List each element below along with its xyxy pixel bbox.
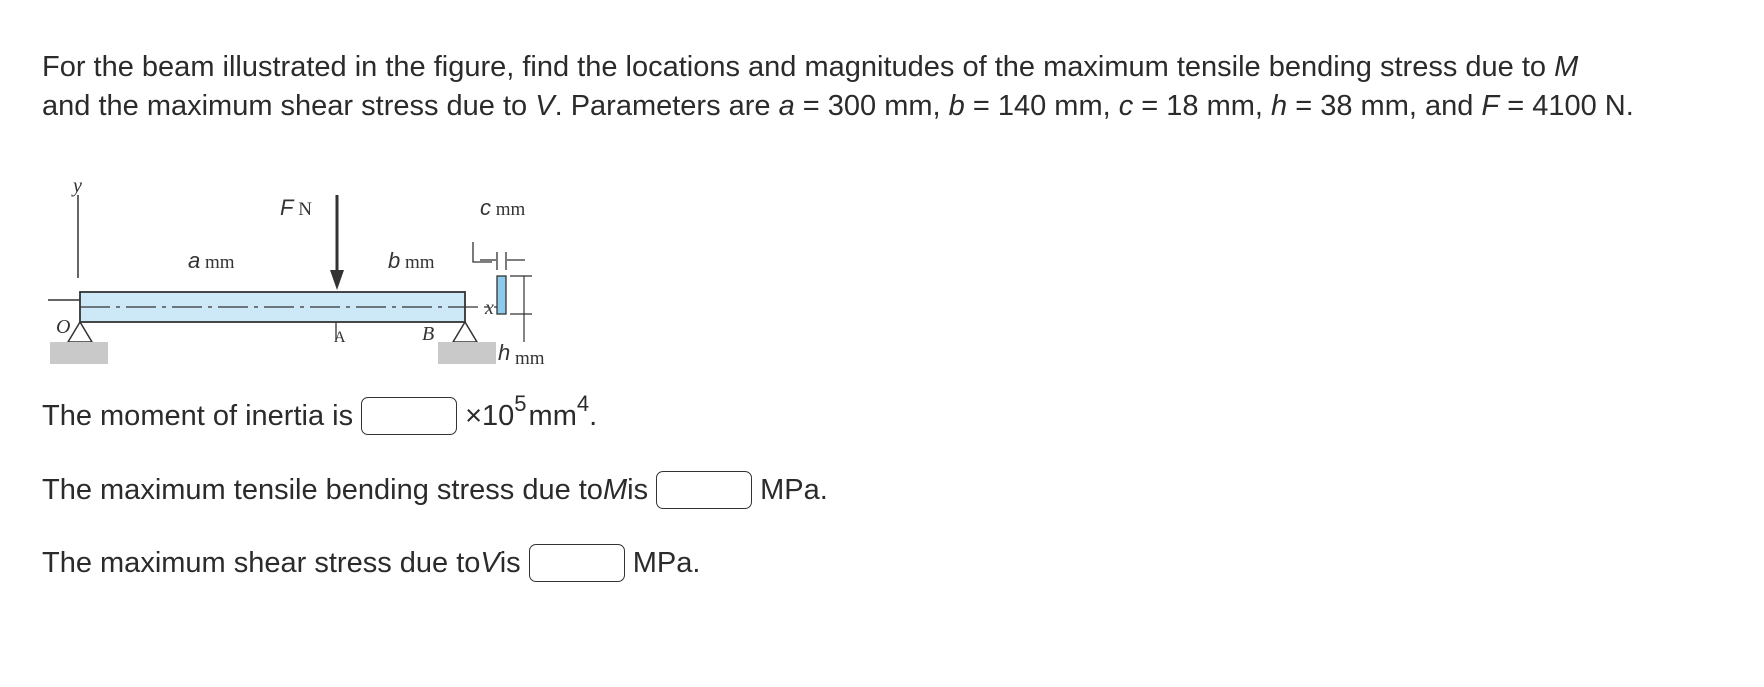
q1-text: The moment of inertia is bbox=[42, 400, 354, 432]
max-shear-stress-input[interactable] bbox=[529, 544, 625, 582]
left-ground bbox=[50, 342, 108, 364]
q3-is: is bbox=[499, 547, 521, 579]
c-dimension-label: c mm bbox=[480, 195, 526, 220]
q3-unit: MPa. bbox=[632, 547, 701, 579]
q1-unit-exponent: 4 bbox=[576, 391, 590, 416]
var-a: a bbox=[778, 90, 795, 122]
origin-label: O bbox=[56, 316, 71, 338]
q2-var-M: M bbox=[602, 474, 628, 506]
b-dimension-label: b mm bbox=[388, 248, 435, 273]
question-max-tensile-stress bbox=[42, 471, 828, 509]
beam-figure bbox=[40, 180, 600, 400]
q1-multiplier: ×10 bbox=[465, 400, 515, 432]
right-pin-support bbox=[453, 322, 477, 342]
section-bracket bbox=[473, 242, 492, 262]
q3-text: The maximum shear stress due to bbox=[42, 547, 481, 579]
h-dimension-label: h mm bbox=[498, 340, 545, 369]
beam-diagram bbox=[40, 180, 600, 400]
moment-of-inertia-input[interactable] bbox=[361, 397, 457, 435]
var-b: b bbox=[948, 90, 965, 122]
point-B-label: B bbox=[422, 323, 435, 345]
max-tensile-stress-input[interactable] bbox=[656, 471, 752, 509]
left-pin-support bbox=[68, 322, 92, 342]
problem-text: . Parameters are bbox=[554, 90, 779, 122]
cross-section-rect bbox=[497, 276, 506, 314]
param-c-value: = 18 mm, bbox=[1133, 90, 1272, 122]
q2-text: The maximum tensile bending stress due to bbox=[42, 474, 603, 506]
question-max-shear-stress bbox=[42, 544, 700, 582]
y-axis-label: y bbox=[73, 180, 82, 197]
param-a-value: = 300 mm, bbox=[794, 90, 949, 122]
q3-var-V: V bbox=[480, 547, 500, 579]
q1-exponent: 5 bbox=[514, 391, 527, 416]
q2-unit: MPa. bbox=[760, 474, 828, 506]
force-arrow-head bbox=[330, 270, 344, 290]
var-F: F bbox=[1481, 90, 1500, 122]
var-c: c bbox=[1118, 90, 1134, 122]
var-h: h bbox=[1271, 90, 1288, 122]
a-dimension-label: a mm bbox=[188, 248, 235, 273]
param-b-value: = 140 mm, bbox=[964, 90, 1119, 122]
param-F-value: = 4100 N. bbox=[1499, 90, 1634, 122]
problem-text: For the beam illustrated in the figure, find the locations and magnitudes of the maximum tensile bending stress due to bbox=[42, 51, 1555, 83]
problem-text: and the maximum shear stress due to bbox=[42, 90, 536, 122]
problem-statement bbox=[42, 48, 1742, 126]
var-V: V bbox=[535, 90, 555, 122]
q1-unit: mm bbox=[528, 400, 577, 432]
point-A-label: A bbox=[334, 329, 346, 346]
right-ground bbox=[438, 342, 496, 364]
var-M: M bbox=[1554, 51, 1579, 83]
force-label: F N bbox=[280, 195, 312, 220]
q1-period: . bbox=[589, 400, 598, 432]
param-h-value: = 38 mm, and bbox=[1287, 90, 1482, 122]
q2-is: is bbox=[627, 474, 649, 506]
question-moment-of-inertia bbox=[42, 391, 598, 435]
x-axis-label: x bbox=[485, 297, 494, 319]
